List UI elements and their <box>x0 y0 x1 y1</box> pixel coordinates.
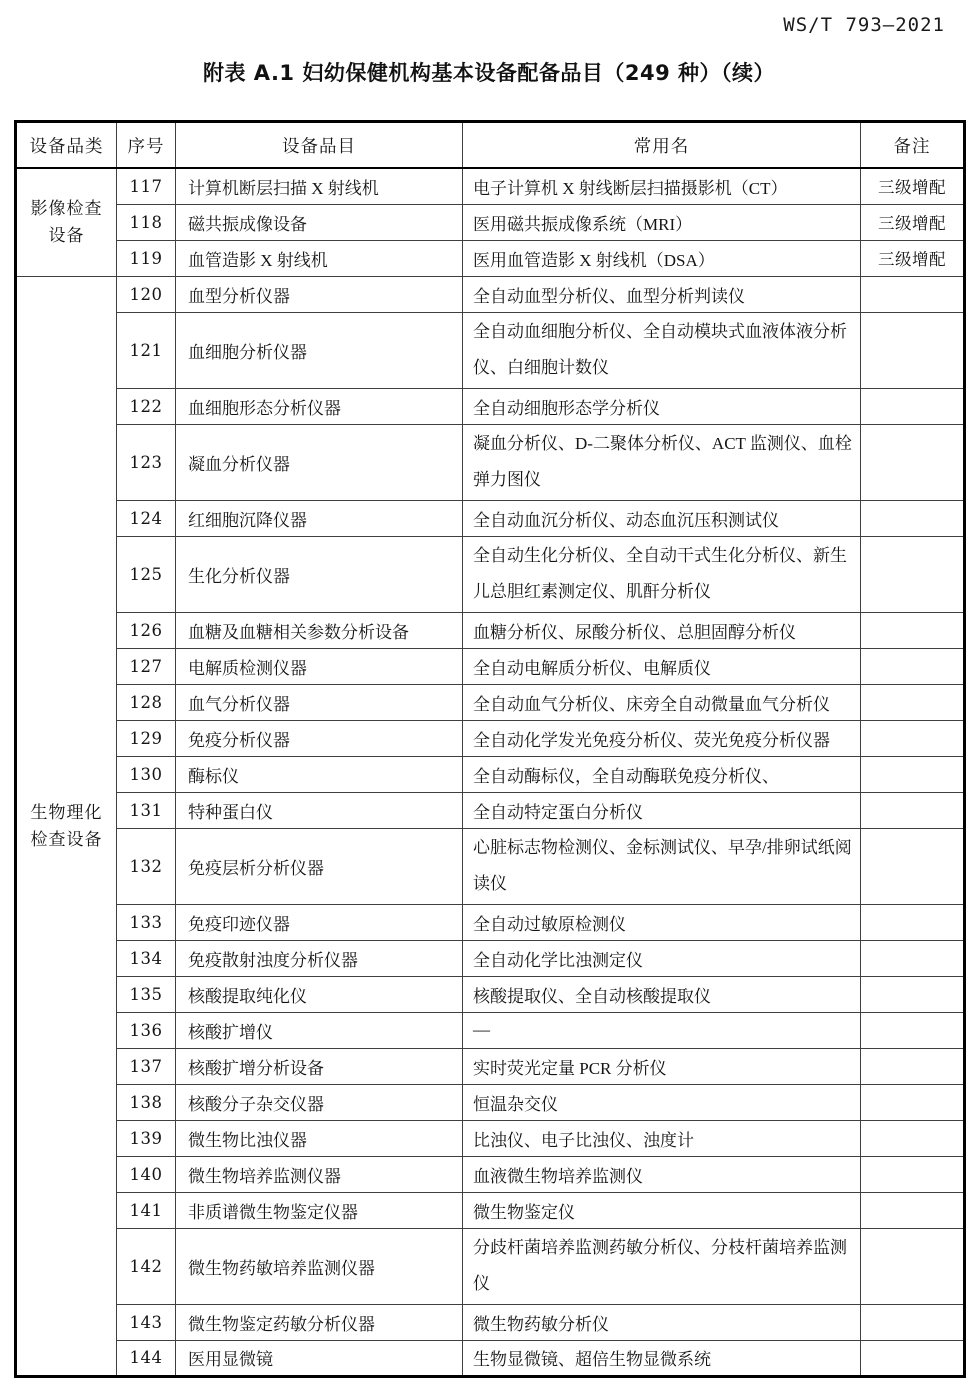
row-number-cell: 130 <box>117 756 176 792</box>
item-name-cell: 磁共振成像设备 <box>176 204 463 240</box>
item-name-cell: 免疫层析分析仪器 <box>176 828 463 904</box>
table-row <box>16 1120 965 1156</box>
item-name-cell: 微生物比浊仪器 <box>176 1120 463 1156</box>
table-row <box>16 976 965 1012</box>
item-name-cell: 微生物培养监测仪器 <box>176 1156 463 1192</box>
table-row <box>16 792 965 828</box>
col-header-number: 序号 <box>117 122 176 169</box>
item-name-cell: 血管造影 X 射线机 <box>176 240 463 276</box>
note-cell <box>861 976 965 1012</box>
common-name-cell: 血糖分析仪、尿酸分析仪、总胆固醇分析仪 <box>463 612 861 648</box>
note-cell <box>861 1340 965 1376</box>
col-header-category: 设备品类 <box>16 122 117 169</box>
common-name-cell: 医用血管造影 X 射线机（DSA） <box>463 240 861 276</box>
common-name-cell: 全自动化学发光免疫分析仪、荧光免疫分析仪器 <box>463 720 861 756</box>
row-number-cell: 143 <box>117 1304 176 1340</box>
common-name-cell: 全自动电解质分析仪、电解质仪 <box>463 648 861 684</box>
row-number-cell: 124 <box>117 500 176 536</box>
common-name-cell: 全自动特定蛋白分析仪 <box>463 792 861 828</box>
table-row <box>16 204 965 240</box>
note-cell <box>861 500 965 536</box>
item-name-cell: 血细胞分析仪器 <box>176 312 463 388</box>
table-row <box>16 536 965 612</box>
item-name-cell: 免疫分析仪器 <box>176 720 463 756</box>
table-row <box>16 1340 965 1376</box>
item-name-cell: 免疫散射浊度分析仪器 <box>176 940 463 976</box>
item-name-cell: 核酸提取纯化仪 <box>176 976 463 1012</box>
row-number-cell: 135 <box>117 976 176 1012</box>
category-name-line: 生物理化 <box>30 802 103 822</box>
equipment-table <box>14 120 966 1378</box>
note-cell <box>861 424 965 500</box>
item-name-cell: 计算机断层扫描 X 射线机 <box>176 168 463 204</box>
common-name-cell: 全自动生化分析仪、全自动干式生化分析仪、新生儿总胆红素测定仪、肌酐分析仪 <box>463 536 861 612</box>
row-number-cell: 118 <box>117 204 176 240</box>
common-name-cell: 全自动血型分析仪、血型分析判读仪 <box>463 276 861 312</box>
item-name-cell: 医用显微镜 <box>176 1340 463 1376</box>
note-cell <box>861 1084 965 1120</box>
row-number-cell: 120 <box>117 276 176 312</box>
item-name-cell: 酶标仪 <box>176 756 463 792</box>
row-number-cell: 119 <box>117 240 176 276</box>
table-row <box>16 1084 965 1120</box>
note-cell <box>861 1304 965 1340</box>
common-name-cell: 全自动血细胞分析仪、全自动模块式血液体液分析仪、白细胞计数仪 <box>463 312 861 388</box>
table-row <box>16 612 965 648</box>
common-name-cell: 全自动酶标仪，全自动酶联免疫分析仪、 <box>463 756 861 792</box>
common-name-cell: 微生物鉴定仪 <box>463 1192 861 1228</box>
common-name-cell: 凝血分析仪、D-二聚体分析仪、ACT 监测仪、血栓弹力图仪 <box>463 424 861 500</box>
note-cell: 三级增配 <box>861 240 965 276</box>
table-row <box>16 168 965 204</box>
table-row <box>16 648 965 684</box>
common-name-cell: 比浊仪、电子比浊仪、浊度计 <box>463 1120 861 1156</box>
common-name-cell: 全自动化学比浊测定仪 <box>463 940 861 976</box>
item-name-cell: 血糖及血糖相关参数分析设备 <box>176 612 463 648</box>
row-number-cell: 131 <box>117 792 176 828</box>
row-number-cell: 141 <box>117 1192 176 1228</box>
category-cell <box>16 276 117 1376</box>
table-row <box>16 684 965 720</box>
table-row <box>16 1048 965 1084</box>
row-number-cell: 144 <box>117 1340 176 1376</box>
note-cell <box>861 904 965 940</box>
common-name-cell: 医用磁共振成像系统（MRI） <box>463 204 861 240</box>
page-title: 附表 A.1 妇幼保健机构基本设备配备品目（249 种）（续） <box>203 61 775 85</box>
item-name-cell: 电解质检测仪器 <box>176 648 463 684</box>
common-name-cell: 核酸提取仪、全自动核酸提取仪 <box>463 976 861 1012</box>
table-row <box>16 500 965 536</box>
item-name-cell: 血气分析仪器 <box>176 684 463 720</box>
item-name-cell: 血型分析仪器 <box>176 276 463 312</box>
note-cell <box>861 612 965 648</box>
item-name-cell: 生化分析仪器 <box>176 536 463 612</box>
common-name-cell: 全自动细胞形态学分析仪 <box>463 388 861 424</box>
note-cell <box>861 1048 965 1084</box>
table-row <box>16 1012 965 1048</box>
row-number-cell: 139 <box>117 1120 176 1156</box>
note-cell <box>861 1012 965 1048</box>
note-cell <box>861 756 965 792</box>
doc-number: WS/T 793—2021 <box>783 14 945 36</box>
row-number-cell: 127 <box>117 648 176 684</box>
table-row <box>16 940 965 976</box>
common-name-cell: 微生物药敏分析仪 <box>463 1304 861 1340</box>
category-cell <box>16 168 117 276</box>
item-name-cell: 特种蛋白仪 <box>176 792 463 828</box>
row-number-cell: 142 <box>117 1228 176 1304</box>
note-cell <box>861 720 965 756</box>
common-name-cell: 分歧杆菌培养监测药敏分析仪、分枝杆菌培养监测仪 <box>463 1228 861 1304</box>
table-header-row <box>16 122 965 169</box>
item-name-cell: 免疫印迹仪器 <box>176 904 463 940</box>
row-number-cell: 133 <box>117 904 176 940</box>
item-name-cell: 核酸扩增仪 <box>176 1012 463 1048</box>
table-row <box>16 1304 965 1340</box>
table-row <box>16 240 965 276</box>
common-name-cell: 全自动血沉分析仪、动态血沉压积测试仪 <box>463 500 861 536</box>
note-cell <box>861 828 965 904</box>
table-row <box>16 1192 965 1228</box>
note-cell <box>861 1120 965 1156</box>
row-number-cell: 117 <box>117 168 176 204</box>
item-name-cell: 血细胞形态分析仪器 <box>176 388 463 424</box>
common-name-cell: 血液微生物培养监测仪 <box>463 1156 861 1192</box>
row-number-cell: 134 <box>117 940 176 976</box>
row-number-cell: 122 <box>117 388 176 424</box>
common-name-cell: 全自动血气分析仪、床旁全自动微量血气分析仪 <box>463 684 861 720</box>
table-row <box>16 1228 965 1304</box>
note-cell <box>861 388 965 424</box>
item-name-cell: 红细胞沉降仪器 <box>176 500 463 536</box>
common-name-cell: — <box>463 1012 861 1048</box>
table-row <box>16 828 965 904</box>
category-name-line: 检查设备 <box>30 829 103 849</box>
note-cell <box>861 684 965 720</box>
row-number-cell: 129 <box>117 720 176 756</box>
col-header-item: 设备品目 <box>176 122 463 169</box>
row-number-cell: 132 <box>117 828 176 904</box>
note-cell: 三级增配 <box>861 168 965 204</box>
note-cell <box>861 1228 965 1304</box>
row-number-cell: 138 <box>117 1084 176 1120</box>
common-name-cell: 全自动过敏原检测仪 <box>463 904 861 940</box>
row-number-cell: 137 <box>117 1048 176 1084</box>
table-row <box>16 424 965 500</box>
common-name-cell: 生物显微镜、超倍生物显微系统 <box>463 1340 861 1376</box>
note-cell <box>861 1156 965 1192</box>
row-number-cell: 125 <box>117 536 176 612</box>
table-row <box>16 756 965 792</box>
item-name-cell: 凝血分析仪器 <box>176 424 463 500</box>
table-row <box>16 276 965 312</box>
note-cell <box>861 536 965 612</box>
item-name-cell: 微生物鉴定药敏分析仪器 <box>176 1304 463 1340</box>
note-cell <box>861 940 965 976</box>
category-name-line: 设备 <box>48 226 85 246</box>
common-name-cell: 恒温杂交仪 <box>463 1084 861 1120</box>
note-cell <box>861 312 965 388</box>
row-number-cell: 123 <box>117 424 176 500</box>
table-row <box>16 904 965 940</box>
table-row <box>16 388 965 424</box>
category-name-line: 影像检查 <box>30 199 103 219</box>
table-row <box>16 312 965 388</box>
table-row <box>16 1156 965 1192</box>
note-cell <box>861 648 965 684</box>
col-header-note: 备注 <box>861 122 965 169</box>
common-name-cell: 心脏标志物检测仪、金标测试仪、早孕/排卵试纸阅读仪 <box>463 828 861 904</box>
note-cell <box>861 1192 965 1228</box>
table-row <box>16 720 965 756</box>
note-cell: 三级增配 <box>861 204 965 240</box>
item-name-cell: 微生物药敏培养监测仪器 <box>176 1228 463 1304</box>
common-name-cell: 电子计算机 X 射线断层扫描摄影机（CT） <box>463 168 861 204</box>
row-number-cell: 121 <box>117 312 176 388</box>
col-header-common-name: 常用名 <box>463 122 861 169</box>
common-name-cell: 实时荧光定量 PCR 分析仪 <box>463 1048 861 1084</box>
note-cell <box>861 276 965 312</box>
item-name-cell: 核酸扩增分析设备 <box>176 1048 463 1084</box>
row-number-cell: 140 <box>117 1156 176 1192</box>
note-cell <box>861 792 965 828</box>
row-number-cell: 136 <box>117 1012 176 1048</box>
item-name-cell: 核酸分子杂交仪器 <box>176 1084 463 1120</box>
item-name-cell: 非质谱微生物鉴定仪器 <box>176 1192 463 1228</box>
row-number-cell: 126 <box>117 612 176 648</box>
row-number-cell: 128 <box>117 684 176 720</box>
